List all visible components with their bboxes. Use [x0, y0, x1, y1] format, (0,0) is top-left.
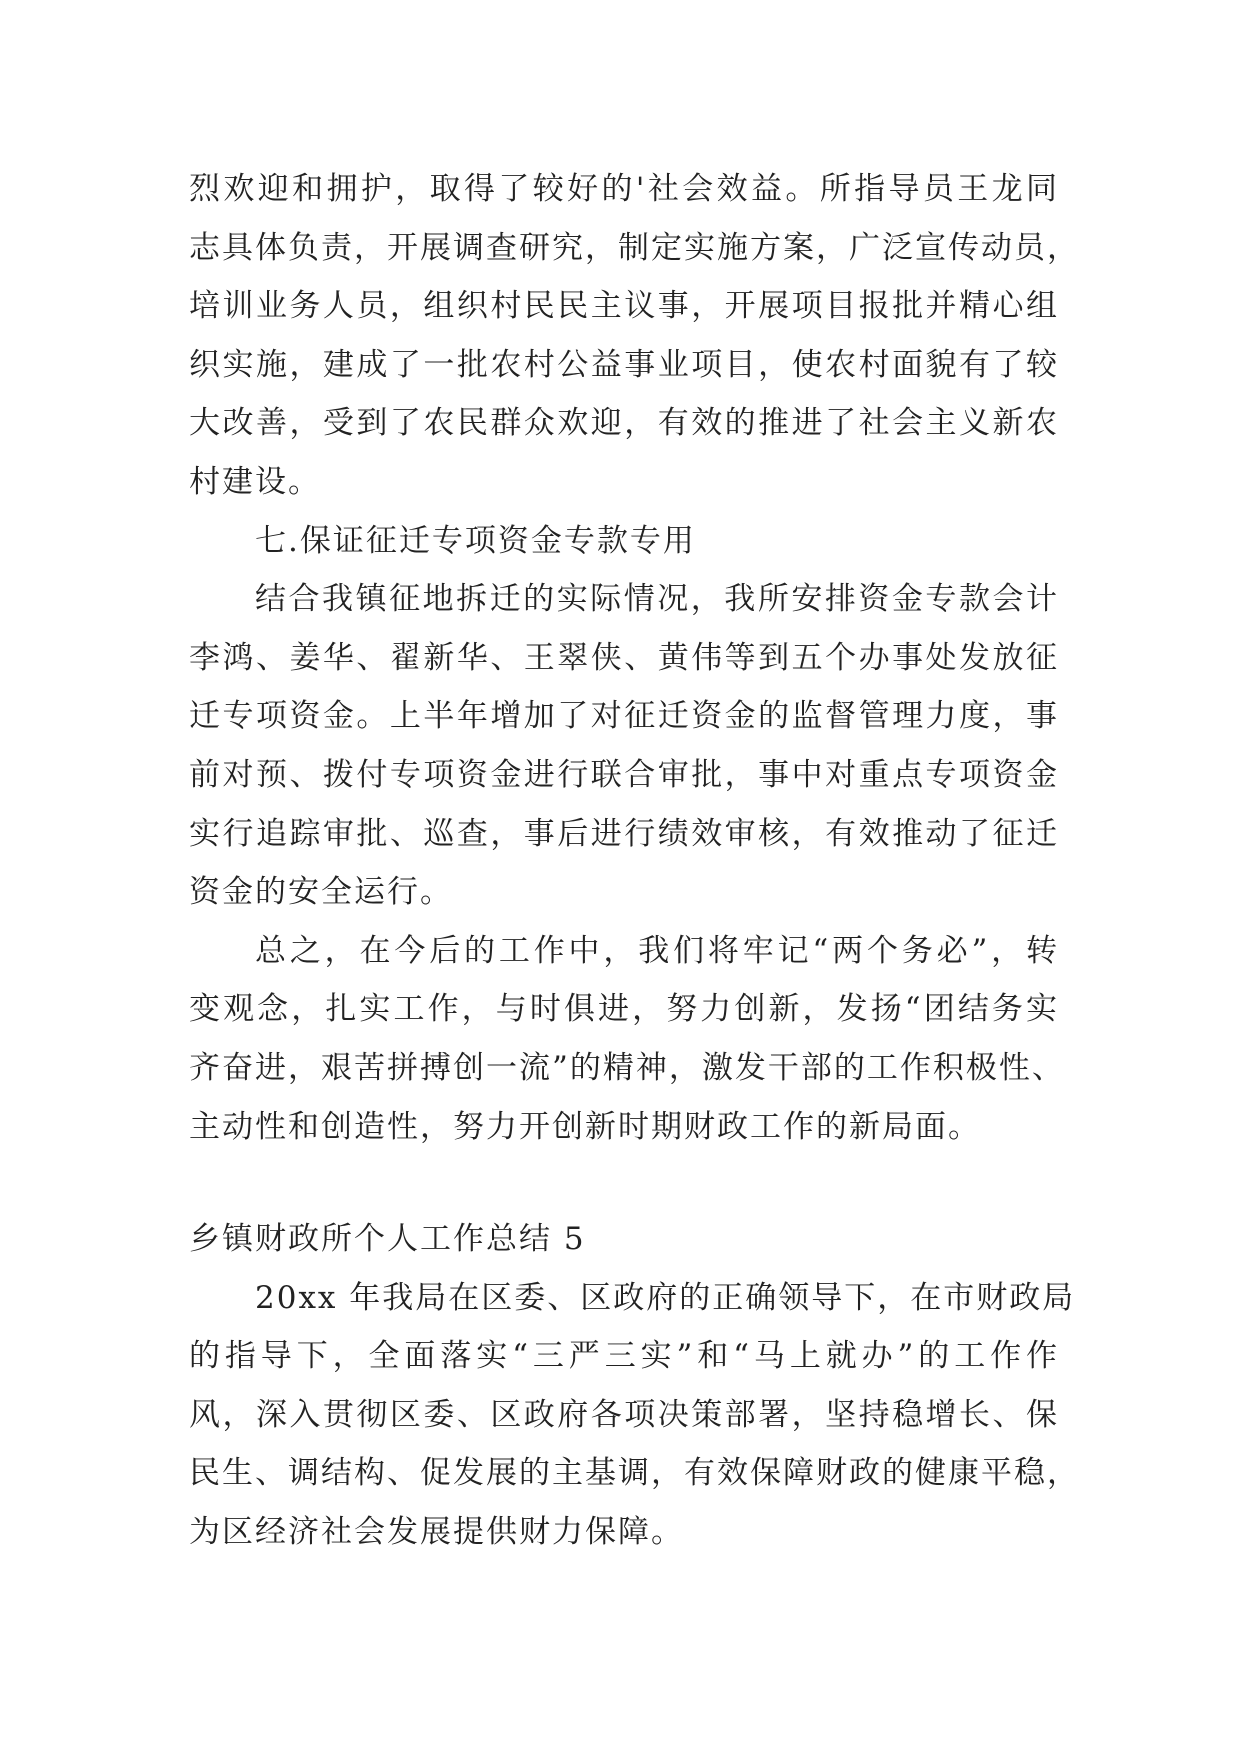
document-body — [189, 160, 1080, 1562]
text-line: 大改善，受到了农民群众欢迎，有效的推进了社会主义新农 — [189, 405, 1059, 442]
text-line: 实行追踪审批、巡查，事后进行绩效审核，有效推动了征迁 — [189, 815, 1059, 852]
text-line: 主动性和创造性，努力开创新时期财政工作的新局面。 — [189, 1108, 981, 1145]
text-line: 齐奋进，艰苦拼搏创一流”的精神，激发干部的工作积极性、 — [189, 1049, 1065, 1086]
text-line: 村建设。 — [189, 463, 321, 500]
paragraph-1 — [189, 160, 1080, 512]
section-spacer — [189, 1156, 1059, 1210]
text-line: 织实施，建成了一批农村公益事业项目，使农村面貌有了较 — [189, 346, 1059, 383]
text-line: 的指导下，全面落实“三严三实”和“马上就办”的工作作 — [189, 1338, 1059, 1375]
text-line: 前对预、拨付专项资金进行联合审批，事中对重点专项资金 — [189, 756, 1059, 793]
section-title: 乡镇财政所个人工作总结 5 — [189, 1221, 586, 1258]
text-line: 风，深入贯彻区委、区政府各项决策部署，坚持稳增长、保 — [189, 1396, 1059, 1433]
text-line: 民生、调结构、促发展的主基调，有效保障财政的健康平稳， — [189, 1455, 1080, 1492]
section-heading-7: 七.保证征迁专项资金专款专用 — [255, 522, 696, 559]
paragraph-4 — [189, 1269, 1080, 1562]
text-line: 志具体负责，开展调查研究，制定实施方案，广泛宣传动员， — [189, 229, 1080, 266]
text-line: 变观念，扎实工作，与时俱进，努力创新，发扬“团结务实 — [189, 991, 1059, 1028]
paragraph-2 — [189, 570, 1059, 922]
paragraph-3 — [189, 922, 1065, 1156]
text-line: 李鸿、姜华、翟新华、王翠侠、黄伟等到五个办事处发放征 — [189, 639, 1059, 676]
text-line: 资金的安全运行。 — [189, 874, 453, 911]
text-line: 20xx 年我局在区委、区政府的正确领导下，在市财政局 — [255, 1279, 1076, 1316]
text-line: 结合我镇征地拆迁的实际情况，我所安排资金专款会计 — [255, 581, 1059, 618]
text-line: 烈欢迎和拥护，取得了较好的'社会效益。所指导员王龙同 — [189, 171, 1059, 207]
text-line: 为区经济社会发展提供财力保障。 — [189, 1514, 684, 1551]
text-line: 培训业务人员，组织村民民主议事，开展项目报批并精心组 — [189, 288, 1059, 325]
text-line: 总之，在今后的工作中，我们将牢记“两个务必”，转 — [255, 932, 1059, 969]
text-line: 迁专项资金。上半年增加了对征迁资金的监督管理力度，事 — [189, 698, 1059, 735]
